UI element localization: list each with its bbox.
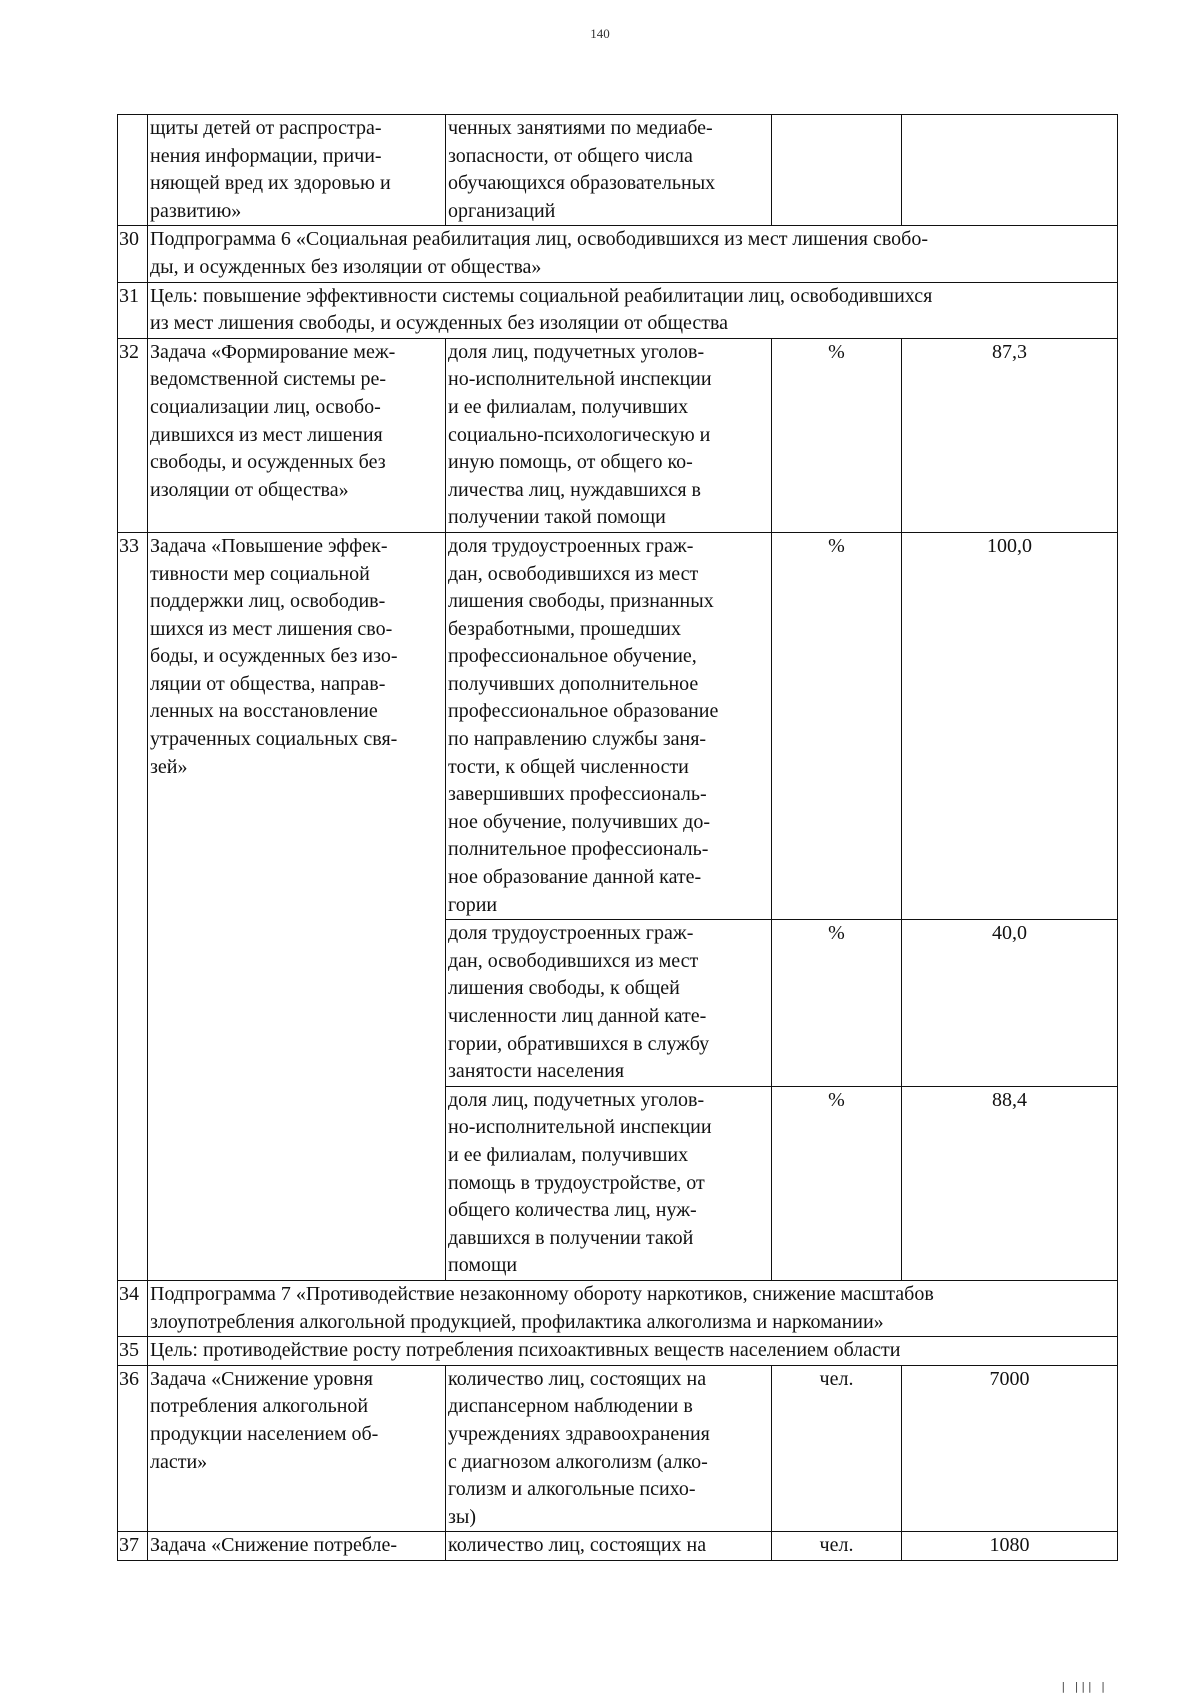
value-cell: 1080: [902, 1532, 1118, 1561]
section-cell: Подпрограмма 7 «Противодействие незаконному обороту наркотиков, снижение масштабов злоупотребления алкогольной продукцией, профилактика алкоголизма и наркомании»: [148, 1280, 1118, 1336]
value-cell: 100,0: [902, 532, 1118, 919]
unit-cell: %: [772, 338, 902, 532]
table-row: [118, 1532, 1118, 1561]
value-cell: [902, 115, 1118, 226]
row-number: 35: [118, 1337, 148, 1366]
task-cell: Задача «Формирование меж- ведомственной системы ре- социализации лиц, освобо- дившихся из мест лишения свободы, и осужденных без изоляции от общества»: [148, 338, 446, 532]
indicator-cell: доля лиц, подучетных уголов- но-исполнительной инспекции и ее филиалам, получивших помощь в трудоустройстве, от общего количества лиц, нуж- давшихся в получении такой помощи: [446, 1086, 772, 1280]
section-cell: Цель: противодействие росту потребления психоактивных веществ населением области: [148, 1337, 1118, 1366]
row-number: 30: [118, 226, 148, 282]
row-number: 37: [118, 1532, 148, 1561]
task-cell: Задача «Повышение эффек- тивности мер социальной поддержки лиц, освободив- шихся из мест лишения сво- боды, и осужденных без изо- ляции от общества, направ- ленных на восстановление утраченных социальных свя- зей»: [148, 532, 446, 1280]
table-row: [118, 1365, 1118, 1532]
unit-cell: [772, 115, 902, 226]
unit-cell: чел.: [772, 1365, 902, 1532]
task-cell: Задача «Снижение потребле-: [148, 1532, 446, 1561]
unit-cell: %: [772, 920, 902, 1087]
indicator-cell: доля трудоустроенных граж- дан, освободившихся из мест лишения свободы, признанных безработными, прошедших профессиональное обучение, получивших дополнительное профессиональное образование по направлению службы заня- тости, к общей численности завершивших профессиональ- ное обучение, получивших до- полнительное профессиональ- ное образование данной кате- гории: [446, 532, 772, 919]
row-number: 36: [118, 1365, 148, 1532]
row-number: 31: [118, 282, 148, 338]
value-cell: 88,4: [902, 1086, 1118, 1280]
page-number: 140: [590, 26, 610, 41]
table-row: [118, 338, 1118, 532]
table-row: [118, 1280, 1118, 1336]
task-cell: щиты детей от распростра- нения информации, причи- няющей вред их здоровью и развитию»: [148, 115, 446, 226]
indicator-cell: доля лиц, подучетных уголов- но-исполнительной инспекции и ее филиалам, получивших социально-психологическую и иную помощь, от общего ко- личества лиц, нуждавшихся в получении такой помощи: [446, 338, 772, 532]
table-row: [118, 115, 1118, 226]
row-number: 34: [118, 1280, 148, 1336]
row-number: 32: [118, 338, 148, 532]
section-cell: Подпрограмма 6 «Социальная реабилитация лиц, освободившихся из мест лишения свобо- ды, и осужденных без изоляции от общества»: [148, 226, 1118, 282]
table-row: [118, 532, 1118, 919]
task-cell: Задача «Снижение уровня потребления алкогольной продукции населением об- ласти»: [148, 1365, 446, 1532]
indicators-table: [117, 114, 1118, 1561]
table-row: [118, 226, 1118, 282]
footer-marks: | ||| |: [1060, 1680, 1107, 1693]
table-row: [118, 1337, 1118, 1366]
value-cell: 7000: [902, 1365, 1118, 1532]
indicator-cell: количество лиц, состоящих на: [446, 1532, 772, 1561]
table-row: [118, 282, 1118, 338]
indicator-cell: доля трудоустроенных граж- дан, освободившихся из мест лишения свободы, к общей численности лиц данной кате- гории, обратившихся в службу занятости населения: [446, 920, 772, 1087]
indicator-cell: ченных занятиями по медиабе- зопасности, от общего числа обучающихся образовательных организаций: [446, 115, 772, 226]
section-cell: Цель: повышение эффективности системы социальной реабилитации лиц, освободившихся из мест лишения свободы, и осужденных без изоляции от общества: [148, 282, 1118, 338]
unit-cell: %: [772, 1086, 902, 1280]
row-number: 33: [118, 532, 148, 1280]
indicator-cell: количество лиц, состоящих на диспансерном наблюдении в учреждениях здравоохранения с диагнозом алкоголизм (алко- голизм и алкогольные психо- зы): [446, 1365, 772, 1532]
unit-cell: %: [772, 532, 902, 919]
value-cell: 40,0: [902, 920, 1118, 1087]
row-number: [118, 115, 148, 226]
value-cell: 87,3: [902, 338, 1118, 532]
unit-cell: чел.: [772, 1532, 902, 1561]
